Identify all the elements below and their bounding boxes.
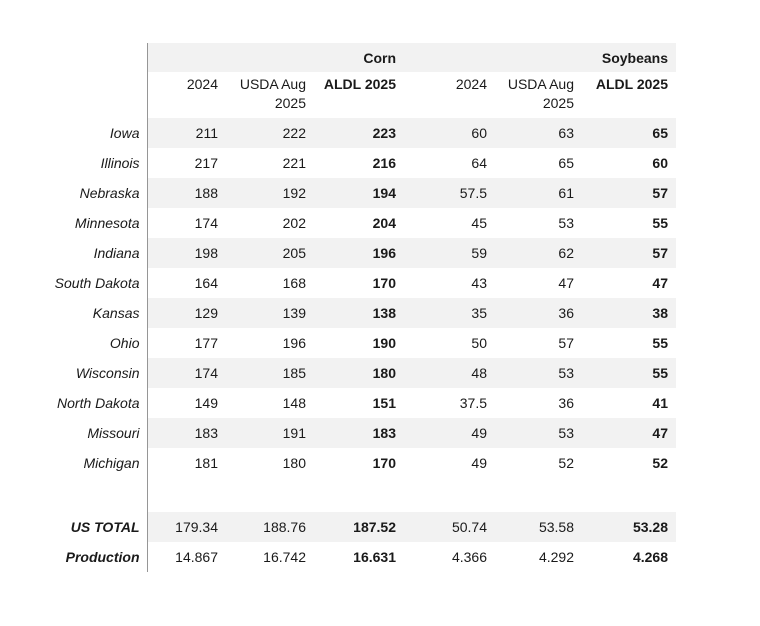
cell: 63 <box>491 118 578 148</box>
cell: 205 <box>222 238 310 268</box>
cell: 4.292 <box>538 549 574 565</box>
cell: 170 <box>372 455 396 471</box>
cell: 216 <box>372 155 396 171</box>
cell: 60 <box>652 155 668 171</box>
group-header-empty-cell <box>147 43 222 72</box>
cell: 55 <box>652 335 668 351</box>
cell: 191 <box>222 418 310 448</box>
cell: 148 <box>282 395 306 411</box>
table-row <box>0 208 676 238</box>
cell: 16.742 <box>263 549 306 565</box>
column-header-soy-aldl: ALDL 2025 <box>595 76 668 92</box>
cell: 188 <box>147 178 222 208</box>
cell: 204 <box>372 215 396 231</box>
cell: 181 <box>147 448 222 478</box>
cell: 183 <box>147 418 222 448</box>
cell: 129 <box>147 298 222 328</box>
cell: 57 <box>578 178 676 208</box>
table-row <box>0 298 676 328</box>
cell: 48 <box>400 358 491 388</box>
cell: 59 <box>400 238 491 268</box>
group-header-empty-cell <box>491 43 578 72</box>
cell: 188.76 <box>222 512 310 542</box>
cell: 53.28 <box>578 512 676 542</box>
cell: 168 <box>282 275 306 291</box>
cell: 174 <box>147 358 222 388</box>
cell: 222 <box>222 118 310 148</box>
table-row <box>0 148 676 178</box>
spacer-row <box>0 478 676 512</box>
cell: 47 <box>578 418 676 448</box>
row-label: Production <box>0 542 147 572</box>
row-label: South Dakota <box>0 268 147 298</box>
row-label: Kansas <box>0 298 147 328</box>
table-row <box>0 178 676 208</box>
cell: 49 <box>400 418 491 448</box>
table-row <box>0 268 676 298</box>
cell: 4.366 <box>451 549 487 565</box>
cell: 38 <box>578 298 676 328</box>
cell: 211 <box>147 118 222 148</box>
cell: 53 <box>491 358 578 388</box>
row-label: Nebraska <box>0 178 147 208</box>
cell: 221 <box>282 155 306 171</box>
row-label: Missouri <box>0 418 147 448</box>
table-row <box>0 358 676 388</box>
cell: 62 <box>491 238 578 268</box>
cell: 194 <box>310 178 400 208</box>
cell: 183 <box>310 418 400 448</box>
cell: 57.5 <box>400 178 491 208</box>
cell: 170 <box>372 275 396 291</box>
cell: 223 <box>310 118 400 148</box>
cell: 47 <box>558 275 574 291</box>
cell: 198 <box>147 238 222 268</box>
cell: 55 <box>652 215 668 231</box>
corn-group-header: Corn <box>310 43 400 72</box>
cell: 64 <box>471 155 487 171</box>
production-row <box>0 542 676 572</box>
cell: 179.34 <box>147 512 222 542</box>
row-label: North Dakota <box>0 388 147 418</box>
row-label: US TOTAL <box>0 512 147 542</box>
cell: 47 <box>652 275 668 291</box>
cell: 180 <box>282 455 306 471</box>
cell: 190 <box>372 335 396 351</box>
cell: 139 <box>222 298 310 328</box>
cell: 36 <box>491 298 578 328</box>
cell: 196 <box>310 238 400 268</box>
cell: 43 <box>471 275 487 291</box>
cell: 45 <box>471 215 487 231</box>
group-header-row <box>0 43 676 72</box>
cell: 174 <box>147 208 222 238</box>
cell: 53 <box>491 418 578 448</box>
cell: 4.268 <box>632 549 668 565</box>
cell: 55 <box>578 358 676 388</box>
cell: 53.58 <box>491 512 578 542</box>
row-label: Ohio <box>0 328 147 358</box>
table-row <box>0 118 676 148</box>
row-label: Iowa <box>0 118 147 148</box>
cell: 164 <box>147 268 222 298</box>
column-header-soy-usda: USDA Aug 2025 <box>507 76 574 111</box>
cell: 65 <box>578 118 676 148</box>
cell: 196 <box>282 335 306 351</box>
cell: 138 <box>310 298 400 328</box>
table-row <box>0 388 676 418</box>
cell: 52 <box>558 455 574 471</box>
cell: 61 <box>491 178 578 208</box>
column-header-corn-usda: USDA Aug 2025 <box>239 76 306 111</box>
cell: 41 <box>652 395 668 411</box>
row-label: Michigan <box>0 448 147 478</box>
column-header-row <box>0 72 676 118</box>
cell: 50 <box>471 335 487 351</box>
row-label: Minnesota <box>0 208 147 238</box>
cell: 60 <box>400 118 491 148</box>
cell: 202 <box>282 215 306 231</box>
table-row <box>0 328 676 358</box>
group-header-empty-cell <box>400 43 491 72</box>
cell: 185 <box>222 358 310 388</box>
cell: 149 <box>147 388 222 418</box>
cell: 50.74 <box>400 512 491 542</box>
row-label: Indiana <box>0 238 147 268</box>
crop-yield-table <box>0 43 676 572</box>
table-row <box>0 238 676 268</box>
cell: 151 <box>372 395 396 411</box>
column-header-corn-2024: 2024 <box>147 72 222 118</box>
cell: 35 <box>400 298 491 328</box>
cell: 52 <box>652 455 668 471</box>
cell: 49 <box>471 455 487 471</box>
table-row <box>0 418 676 448</box>
cell: 65 <box>558 155 574 171</box>
us-total-row <box>0 512 676 542</box>
cell: 180 <box>310 358 400 388</box>
row-label: Illinois <box>0 148 147 178</box>
cell: 14.867 <box>147 542 222 572</box>
column-header-label-spacer <box>0 72 147 118</box>
cell: 37.5 <box>459 395 487 411</box>
soybeans-group-header: Soybeans <box>578 43 676 72</box>
row-label: Wisconsin <box>0 358 147 388</box>
column-header-corn-aldl: ALDL 2025 <box>323 76 396 92</box>
column-header-soy-2024: 2024 <box>455 76 487 92</box>
cell: 187.52 <box>310 512 400 542</box>
cell: 57 <box>578 238 676 268</box>
cell: 192 <box>222 178 310 208</box>
cell: 57 <box>558 335 574 351</box>
cell: 36 <box>558 395 574 411</box>
cell: 16.631 <box>353 549 396 565</box>
table-row <box>0 448 676 478</box>
cell: 217 <box>147 148 222 178</box>
cell: 53 <box>558 215 574 231</box>
cell: 177 <box>147 328 222 358</box>
group-header-empty-cell <box>222 43 310 72</box>
group-header-label-spacer <box>0 43 147 72</box>
